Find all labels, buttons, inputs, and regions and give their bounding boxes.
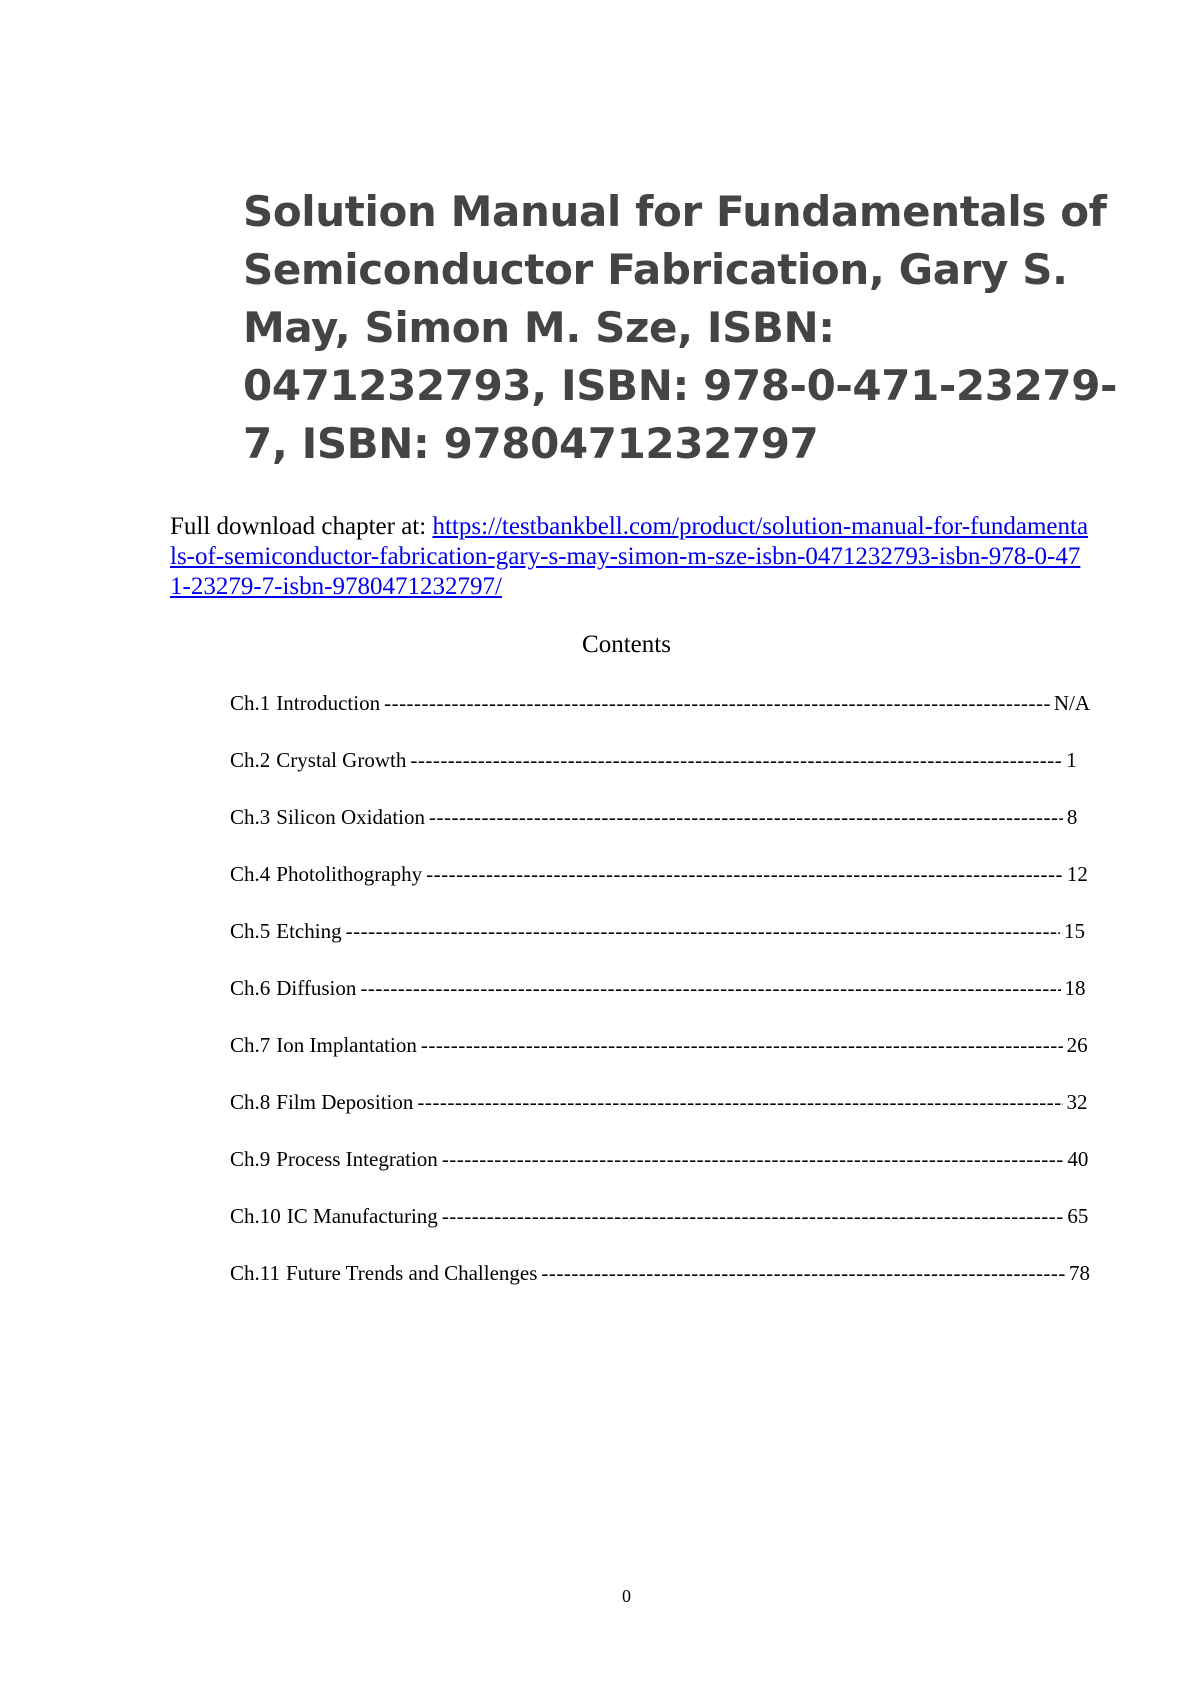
toc-leader <box>346 916 1060 946</box>
toc-page-number: 26 <box>1066 1033 1088 1057</box>
toc-page-number: 65 <box>1067 1204 1089 1228</box>
toc-chapter-title: Photolithography <box>276 862 423 886</box>
toc-chapter-number: Ch.7 <box>230 1033 271 1057</box>
toc-chapter-number: Ch.5 <box>230 919 271 943</box>
toc-page-number: 15 <box>1064 919 1085 943</box>
toc-chapter-title: IC Manufacturing <box>286 1204 438 1228</box>
toc-leader <box>417 1087 1062 1117</box>
toc-chapter-title: Silicon Oxidation <box>276 805 426 829</box>
toc-chapter-number: Ch.10 <box>230 1204 281 1228</box>
toc-page-number: 8 <box>1066 805 1078 829</box>
toc-chapter-number: Ch.11 <box>230 1261 280 1285</box>
toc-chapter-title: Ion Implantation <box>276 1033 417 1057</box>
toc-page-number: N/A <box>1053 691 1090 715</box>
toc-entry[interactable] <box>230 688 1090 745</box>
toc-page-number: 78 <box>1069 1261 1090 1285</box>
toc-page-number: 40 <box>1067 1147 1089 1171</box>
toc-page-number: 18 <box>1064 976 1086 1000</box>
toc-chapter-title: Crystal Growth <box>276 748 407 772</box>
toc-entry[interactable] <box>230 802 1090 859</box>
toc-chapter-number: Ch.4 <box>230 862 271 886</box>
toc-chapter-number: Ch.1 <box>230 691 271 715</box>
contents-heading: Contents <box>582 631 671 658</box>
download-paragraph <box>170 512 1090 602</box>
toc-entry[interactable] <box>230 859 1090 916</box>
toc-entry[interactable] <box>230 1258 1090 1315</box>
document-title: Solution Manual for Fundamentals of Semiconductor Fabrication, Gary S. May, Simon M. Sze, ISBN: 0471232793, ISBN: 978-0-471-23279-7, ISBN: 9780471232797 <box>243 187 1118 468</box>
download-link[interactable]: https://testbankbell.com/product/solution-manual-for-fundamentals-of-semiconductor-fabrication-gary-s-may-simon-m-sze-isbn-0471232793-isbn-978-0-471-23279-7-isbn-9780471232797/ <box>170 513 1089 600</box>
toc-chapter-title: Process Integration <box>276 1147 438 1171</box>
toc-entry[interactable] <box>230 745 1090 802</box>
toc-entry[interactable] <box>230 916 1090 973</box>
toc-chapter-number: Ch.9 <box>230 1147 271 1171</box>
toc-leader <box>426 859 1063 889</box>
toc-entry[interactable] <box>230 1087 1090 1144</box>
toc-page-number: 1 <box>1066 748 1077 772</box>
toc-leader <box>429 802 1063 832</box>
toc-chapter-title: Introduction <box>276 691 381 715</box>
toc-entry[interactable] <box>230 1030 1090 1087</box>
toc-chapter-title: Future Trends and Challenges <box>285 1261 538 1285</box>
toc-page-number: 12 <box>1066 862 1088 886</box>
toc-chapter-number: Ch.8 <box>230 1090 271 1114</box>
toc-leader <box>421 1030 1063 1060</box>
page-number: 0 <box>622 1586 631 1606</box>
toc-chapter-title: Diffusion <box>276 976 357 1000</box>
toc-leader <box>442 1201 1064 1231</box>
toc-chapter-number: Ch.6 <box>230 976 271 1000</box>
toc-page-number: 32 <box>1066 1090 1088 1114</box>
download-prefix: Full download chapter at: <box>170 513 433 540</box>
toc-leader <box>360 973 1060 1003</box>
toc-leader <box>384 688 1050 718</box>
toc-entry[interactable] <box>230 973 1090 1030</box>
toc-entry[interactable] <box>230 1201 1090 1258</box>
toc-chapter-title: Etching <box>276 919 342 943</box>
toc-chapter-number: Ch.3 <box>230 805 271 829</box>
toc-leader <box>410 745 1062 775</box>
toc-leader <box>541 1258 1065 1288</box>
table-of-contents <box>230 688 1090 1315</box>
toc-entry[interactable] <box>230 1144 1090 1201</box>
toc-chapter-title: Film Deposition <box>276 1090 414 1114</box>
toc-leader <box>442 1144 1064 1174</box>
toc-chapter-number: Ch.2 <box>230 748 271 772</box>
